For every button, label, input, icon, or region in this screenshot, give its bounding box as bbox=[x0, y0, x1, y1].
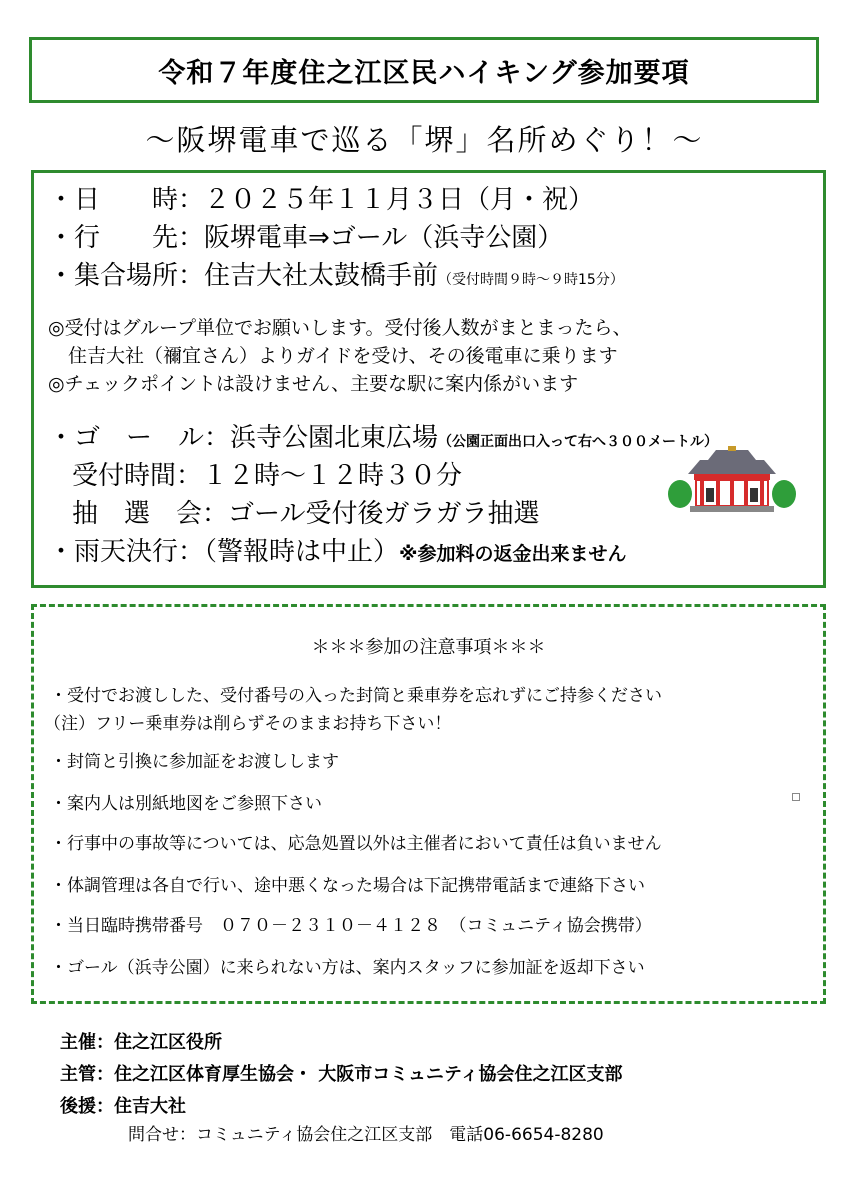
reception-time-line: 受付時間：１２時～１２時３０分 bbox=[72, 461, 463, 491]
caution-item: （注）フリー乗車券は削らずそのままお持ち下さい！ bbox=[44, 714, 452, 734]
organizer-line: 主管：住之江区体育厚生協会・ 大阪市コミュニティ協会住之江区支部 bbox=[60, 1064, 623, 1085]
reception-note-1b: 住吉大社（禰宜さん）よりガイドを受け、その後電車に乗ります bbox=[68, 345, 618, 367]
date-line: ・日 時：２０２５年１１月３日（月・祝） bbox=[48, 185, 595, 215]
event-info-box bbox=[31, 170, 826, 588]
shrine-pavilion-icon bbox=[668, 446, 796, 516]
title-box bbox=[29, 37, 819, 103]
host-line: 主催：住之江区役所 bbox=[60, 1032, 222, 1053]
caution-item: ・ゴール（浜寺公園）に来られない方は、案内スタッフに参加証を返却下さい bbox=[50, 958, 645, 978]
page-title: 令和７年度住之江区民ハイキング参加要項 bbox=[158, 57, 690, 89]
refund-note: ※参加料の返金出来ません bbox=[399, 543, 627, 565]
caution-heading: ＊＊＊参加の注意事項＊＊＊ bbox=[311, 637, 546, 658]
goal-detail: （公園正面出口入って右へ３００メートル） bbox=[438, 434, 719, 450]
meeting-line bbox=[48, 255, 624, 292]
support-line: 後援：住吉大社 bbox=[60, 1096, 186, 1117]
caution-item: ・封筒と引換に参加証をお渡しします bbox=[50, 752, 339, 772]
reception-note-2: ◎チェックポイントは設けません、主要な駅に案内係がいます bbox=[48, 373, 579, 395]
inquiry-line: 問合せ：コミュニティ協会住之江区支部 電話06-6654-8280 bbox=[128, 1125, 604, 1145]
lottery-line: 抽 選 会：ゴール受付後ガラガラ抽選 bbox=[72, 499, 540, 529]
caution-notes-box bbox=[31, 604, 826, 1004]
page-subtitle: ～阪堺電車で巡る「堺」名所めぐり！～ bbox=[145, 123, 704, 157]
caution-item: ・案内人は別紙地図をご参照下さい bbox=[50, 794, 322, 814]
destination-line: ・行 先：阪堺電車⇒ゴール（浜寺公園） bbox=[48, 223, 564, 253]
meeting-time: （受付時間９時～９時15分） bbox=[438, 272, 624, 288]
goal-place: ・ゴ ー ル：浜寺公園北東広場 bbox=[48, 423, 439, 453]
meeting-place: ・集合場所：住吉大社太鼓橋手前 bbox=[48, 261, 439, 291]
square-mark-icon bbox=[792, 793, 800, 801]
rain-line bbox=[48, 531, 627, 568]
reception-note-1a: ◎受付はグループ単位でお願いします。受付後人数がまとまったら、 bbox=[48, 317, 632, 339]
caution-item: ・体調管理は各自で行い、途中悪くなった場合は下記携帯電話まで連絡下さい bbox=[50, 876, 645, 896]
caution-item: ・受付でお渡しした、受付番号の入った封筒と乗車券を忘れずにご持参ください bbox=[50, 686, 662, 706]
caution-item: ・当日臨時携帯番号 ０７０－２３１０－４１２８ （コミュニティ協会携帯） bbox=[50, 916, 652, 936]
caution-item: ・行事中の事故等については、応急処置以外は主催者において責任は負いません bbox=[50, 834, 662, 854]
rain-policy: ・雨天決行：（警報時は中止） bbox=[48, 537, 400, 567]
goal-line bbox=[48, 417, 718, 454]
